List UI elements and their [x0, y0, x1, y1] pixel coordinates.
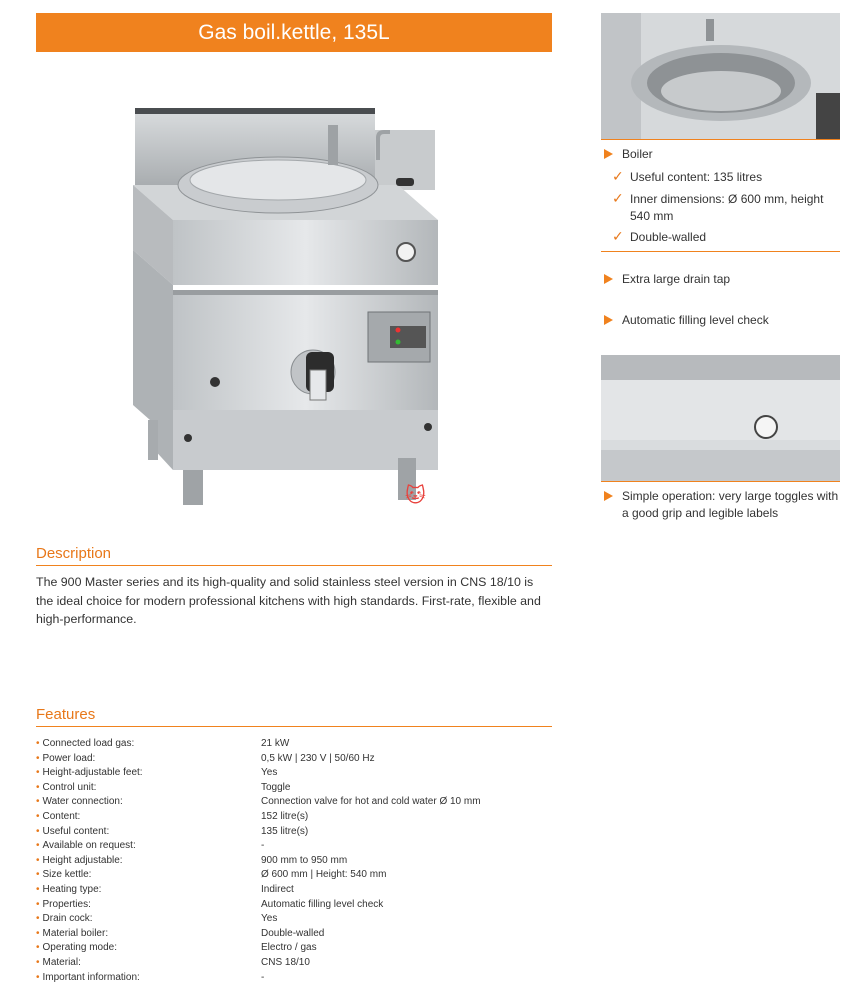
feature-value: Indirect	[261, 883, 294, 895]
feature-row	[36, 825, 552, 840]
feature-label-text: Height-adjustable feet:	[42, 767, 143, 779]
check-double-walled: Double-walled	[630, 230, 707, 244]
feature-label-text: Material boiler:	[42, 927, 109, 939]
bullet-icon: •	[36, 898, 40, 910]
drain-label: Extra large drain tap	[622, 272, 731, 286]
control-toggle-image	[601, 355, 840, 481]
feature-value: -	[261, 840, 265, 852]
feature-row	[36, 971, 552, 986]
feature-value: Automatic filling level check	[261, 898, 384, 910]
feature-label	[36, 781, 96, 796]
feature-value: Toggle	[261, 781, 291, 793]
feature-label	[36, 898, 91, 913]
side-divider	[601, 139, 840, 140]
bullet-icon: •	[36, 738, 40, 749]
feature-label	[36, 868, 91, 883]
arrow-icon	[604, 315, 613, 325]
check-icon: ✓	[612, 190, 624, 206]
check-icon: ✓	[612, 168, 624, 184]
feature-row	[36, 752, 552, 767]
feature-row	[36, 927, 552, 942]
feature-value: Yes	[261, 913, 278, 925]
filling-label: Automatic filling level check	[622, 313, 769, 327]
feature-label-text: Material:	[42, 956, 81, 968]
feature-value: Ø 600 mm | Height: 540 mm	[261, 869, 387, 881]
feature-label	[36, 971, 140, 986]
feature-value: Double-walled	[261, 927, 325, 939]
feature-value: 21 kW	[261, 738, 290, 749]
arrow-icon	[604, 274, 613, 284]
operation-label: Simple operation: very large toggles with a good grip and legible labels	[622, 489, 839, 520]
description-heading: Description	[36, 545, 552, 566]
feature-label-text: Properties:	[42, 898, 91, 910]
feature-row	[36, 941, 552, 956]
check-useful-content: Useful content: 135 litres	[630, 170, 763, 184]
kettle-interior-image	[601, 13, 840, 139]
feature-value: 135 litre(s)	[261, 825, 309, 837]
feature-label	[36, 810, 80, 825]
feature-value: Electro / gas	[261, 942, 317, 954]
feature-value: Yes	[261, 767, 278, 779]
feature-row	[36, 956, 552, 971]
feature-label	[36, 854, 123, 869]
arrow-icon	[604, 149, 613, 159]
feature-label-text: Size kettle:	[42, 869, 92, 881]
kettle-product-image	[128, 100, 458, 515]
feature-value: 900 mm to 950 mm	[261, 854, 348, 866]
feature-label	[36, 766, 143, 781]
feature-row	[36, 795, 552, 810]
bullet-icon: •	[36, 927, 40, 939]
feature-value: 0,5 kW | 230 V | 50/60 Hz	[261, 752, 375, 764]
bullet-icon: •	[36, 752, 40, 764]
feature-label-text: Drain cock:	[42, 913, 93, 925]
feature-row	[36, 868, 552, 883]
bullet-icon: •	[36, 767, 40, 779]
feature-label	[36, 839, 136, 854]
feature-row	[36, 898, 552, 913]
boiler-label: Boiler	[622, 147, 653, 161]
feature-label-text: Content:	[42, 810, 81, 822]
bullet-icon: •	[36, 825, 40, 837]
arrow-icon	[604, 491, 613, 501]
feature-label-text: Important information:	[42, 971, 140, 983]
feature-label-text: Power load:	[42, 752, 96, 764]
feature-label	[36, 825, 109, 840]
side-divider	[601, 251, 840, 252]
feature-value: -	[261, 971, 265, 983]
feature-label-text: Available on request:	[42, 840, 136, 852]
feature-row	[36, 839, 552, 854]
bullet-icon: •	[36, 942, 40, 954]
feature-value: CNS 18/10	[261, 956, 310, 968]
feature-label-text: Height adjustable:	[42, 854, 123, 866]
feature-value: Connection valve for hot and cold water Ø 10 mm	[261, 796, 481, 808]
side-divider	[601, 481, 840, 482]
bullet-icon: •	[36, 840, 40, 852]
feature-row	[36, 883, 552, 898]
feature-label-text: Connected load gas:	[42, 738, 135, 749]
feature-label	[36, 883, 101, 898]
features-table	[36, 737, 552, 985]
feature-label-text: Heating type:	[42, 883, 102, 895]
feature-label	[36, 956, 81, 971]
bullet-icon: •	[36, 810, 40, 822]
feature-label	[36, 752, 95, 767]
feature-row	[36, 854, 552, 869]
bullet-icon: •	[36, 971, 40, 983]
feature-row	[36, 766, 552, 781]
feature-label	[36, 927, 108, 942]
feature-label	[36, 912, 93, 927]
feature-label	[36, 795, 123, 810]
bullet-icon: •	[36, 796, 40, 808]
bullet-icon: •	[36, 869, 40, 881]
bullet-icon: •	[36, 854, 40, 866]
feature-value: 152 litre(s)	[261, 810, 309, 822]
bullet-icon: •	[36, 956, 40, 968]
feature-label	[36, 737, 134, 752]
feature-row	[36, 781, 552, 796]
check-inner-dimensions: Inner dimensions: Ø 600 mm, height 540 mm	[630, 192, 824, 223]
feature-row	[36, 737, 552, 752]
bullet-icon: •	[36, 883, 40, 895]
cat-logo-icon: 🐱	[405, 485, 426, 507]
feature-label-text: Control unit:	[42, 781, 97, 793]
feature-label-text: Operating mode:	[42, 942, 118, 954]
features-heading: Features	[36, 706, 552, 727]
feature-row	[36, 810, 552, 825]
product-title: Gas boil.kettle, 135L	[36, 13, 552, 52]
feature-label-text: Water connection:	[42, 796, 123, 808]
bullet-icon: •	[36, 913, 40, 925]
feature-label	[36, 941, 117, 956]
feature-label-text: Useful content:	[42, 825, 110, 837]
description-text: The 900 Master series and its high-quality and solid stainless steel version in CNS 18/10 is the ideal choice for modern professional kitchens with high standards. First-rate, flexible and high-performance.	[36, 575, 541, 626]
check-icon: ✓	[612, 228, 624, 244]
feature-row	[36, 912, 552, 927]
bullet-icon: •	[36, 781, 40, 793]
